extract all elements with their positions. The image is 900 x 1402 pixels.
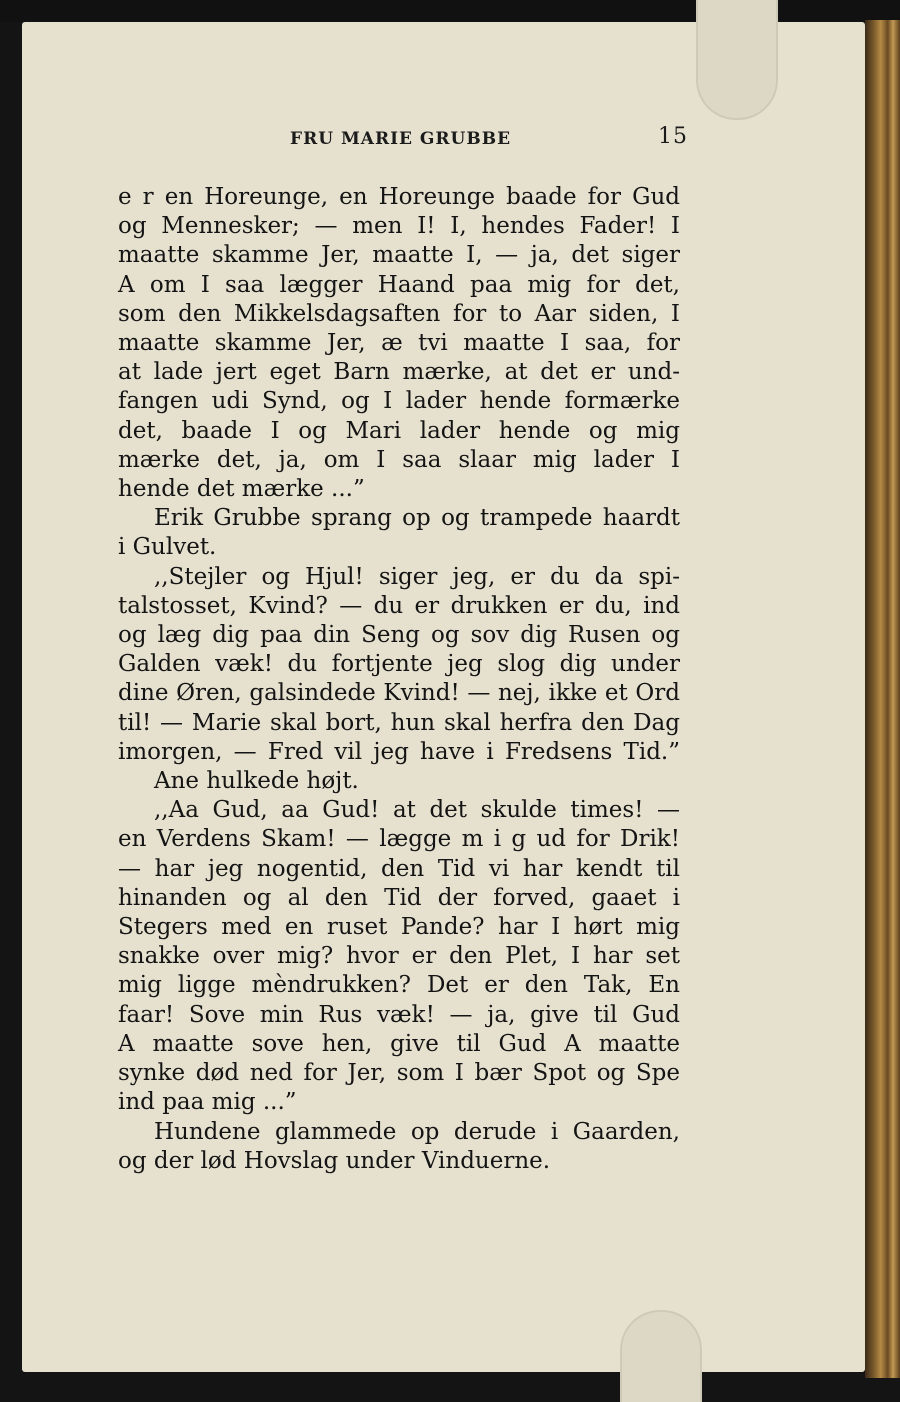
text-line: fangen udi Synd, og I lader hende formærke xyxy=(118,388,680,415)
text-line: til! — Marie skal bort, hun skal herfra den Dag xyxy=(118,709,680,736)
text-line: faar! Sove min Rus væk! — ja, give til Gud xyxy=(118,1001,680,1028)
page-holder-clip-bottom xyxy=(620,1310,702,1402)
text-line: at lade jert eget Barn mærke, at det er und- xyxy=(118,359,680,386)
text-line: Hundene glammede op derude i Gaarden, xyxy=(154,1118,680,1145)
text-line: Stegers med en ruset Pande? har I hørt mig xyxy=(118,914,680,941)
text-line: ind paa mig ...” xyxy=(118,1089,297,1116)
text-line: imorgen, — Fred vil jeg have i Fredsens Tid.” xyxy=(118,738,680,765)
text-line: og læg dig paa din Seng og sov dig Rusen og xyxy=(118,622,680,649)
text-line: snakke over mig? hvor er den Plet, I har set xyxy=(118,943,680,970)
text-line: ,,Aa Gud, aa Gud! at det skulde times! — xyxy=(154,797,680,824)
text-line: mig ligge mèndrukken? Det er den Tak, En xyxy=(118,972,680,999)
text-line: som den Mikkelsdagsaften for to Aar siden, I xyxy=(118,300,680,327)
text-line: det, baade I og Mari lader hende og mig xyxy=(118,417,680,444)
text-line: — har jeg nogentid, den Tid vi har kendt til xyxy=(118,855,680,882)
text-line: i Gulvet. xyxy=(118,534,217,561)
text-line: A maatte sove hen, give til Gud A maatte xyxy=(118,1030,680,1057)
text-line: hende det mærke ...” xyxy=(118,476,365,503)
running-header xyxy=(290,124,690,149)
text-line: Erik Grubbe sprang op og trampede haardt xyxy=(154,505,680,532)
text-line: en Verdens Skam! — lægge m i g ud for Drik! xyxy=(118,826,680,853)
book-cover-marbled-edge xyxy=(865,20,900,1378)
text-line: maatte skamme Jer, æ tvi maatte I saa, for xyxy=(118,330,680,357)
text-line: hinanden og al den Tid der forved, gaaet i xyxy=(118,884,680,911)
page-holder-clip-top xyxy=(696,0,778,120)
page-number: 15 xyxy=(658,124,688,149)
text-line: Galden væk! du fortjente jeg slog dig under xyxy=(118,651,680,678)
text-line: Ane hulkede højt. xyxy=(154,768,359,795)
body-text xyxy=(118,183,680,1176)
text-line: maatte skamme Jer, maatte I, — ja, det siger xyxy=(118,242,680,269)
text-line: A om I saa lægger Haand paa mig for det, xyxy=(118,271,680,298)
text-line: e r en Horeunge, en Horeunge baade for Gud xyxy=(118,184,680,210)
text-line: synke død ned for Jer, som I bær Spot og Spe xyxy=(118,1060,680,1087)
text-line: og der lød Hovslag under Vinduerne. xyxy=(118,1147,551,1174)
text-line: mærke det, ja, om I saa slaar mig lader I xyxy=(118,446,680,473)
running-title: FRU MARIE GRUBBE xyxy=(290,129,512,149)
text-line: talstosset, Kvind? — du er drukken er du, ind xyxy=(118,592,680,619)
text-line: og Mennesker; — men I! I, hendes Fader! I xyxy=(118,213,680,240)
text-line: dine Øren, galsindede Kvind! — nej, ikke et Ord xyxy=(118,680,680,707)
text-line: ,,Stejler og Hjul! siger jeg, er du da spi- xyxy=(154,563,680,590)
